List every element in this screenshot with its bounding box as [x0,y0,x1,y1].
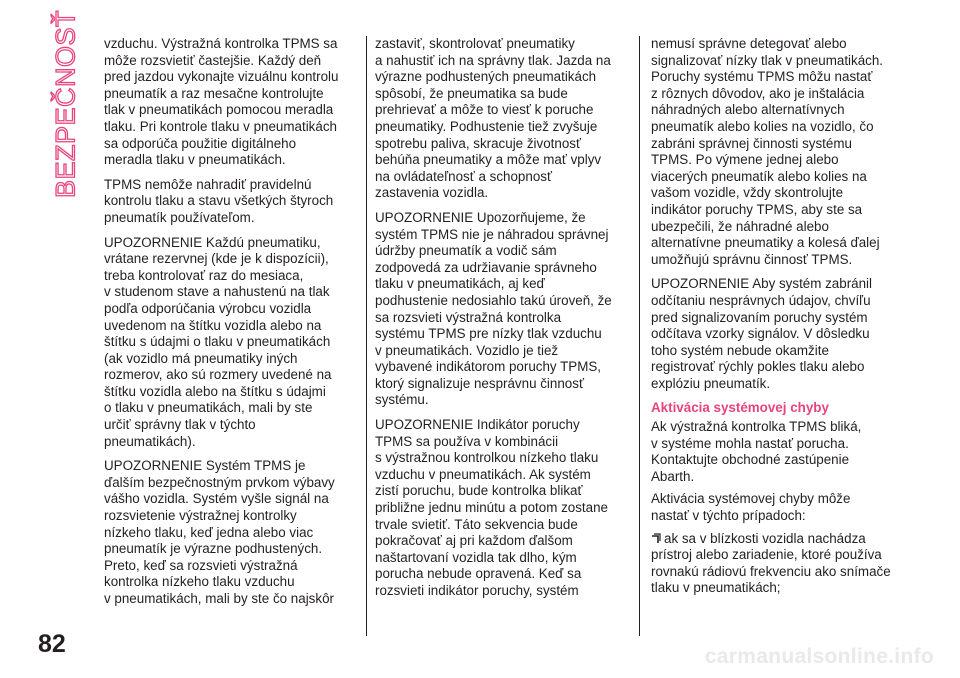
column-divider [366,36,367,636]
section-tab [46,9,86,199]
paragraph: Ak výstražná kontrolka TPMS bliká, v systéme mohla nastať porucha. Kontaktujte obchodné zastúpenie Abarth. [651,419,862,484]
warning-paragraph: UPOZORNENIE Každú pneumatiku, vrátane rezervnej (kde je k dispozícii), treba kontrolovať raz do mesiaca, v studenom stave a nahustenú na tlak podľa odporúčania výrobcu vozidla uvedenom na štítku vozidla alebo na štítku s údajmi o tlaku v pneumatikách (ak vozidlo má pneumatiky iných rozmerov, ako sú rozmery uvedené na štítku vozidla alebo na štítku s údajmi o tlaku v pneumatikách, mali by ste určiť správny tlak v týchto pneumatikách). [104,234,332,449]
section-title: BEZPEČNOSŤ [50,9,81,199]
paragraph: vzduchu. Výstražná kontrolka TPMS sa môže rozsvietiť častejšie. Každý deň pred jazdou vykonajte vizuálnu kontrolu pneumatík a raz mesačne kontrolujte tlak v pneumatikách pomocou meradla tlaku. Pri kontrole tlaku v pneumatikách sa odporúča použitie digitálneho meradla tlaku v pneumatikách. [104,36,339,168]
text-column-1 [104,36,360,616]
paragraph: nemusí správne detegovať alebo signalizovať nízky tlak v pneumatikách. Poruchy systému TPMS môžu nastať z rôznych dôvodov, ako je inštalácia náhradných alebo alternatívnych pneumatík alebo kolies na vozidlo, čo zabráni správnej činnosti systému TPMS. Po výmene jednej alebo viacerých pneumatík alebo kolies na vašom vozidle, vždy skontrolujte indikátor poruchy TPMS, aby ste sa ubezpečili, že náhradné alebo alternatívne pneumatiky a kolesá ďalej umožňujú správnu činnosť TPMS. [651,36,884,267]
bracket-bullet-icon [651,533,661,544]
paragraph: Aktivácia systémovej chyby môže nastať v týchto prípadoch: [651,491,851,524]
text-column-2 [375,36,633,608]
warning-paragraph: UPOZORNENIE Aby systém zabránil odčítaniu nesprávnych údajov, chvíľu pred signalizovaním poruchy systém odčítava vzorky signálov. V dôsledku toho systém nebude okamžite registrovať rýchly pokles tlaku alebo explóziu pneumatík. [651,276,873,391]
text-column-3 [651,36,907,605]
column-divider [639,36,640,636]
section-subheading: Aktivácia systémovej chyby [651,400,829,416]
bullet-text: ak sa v blízkosti vozidla nachádza prístroj alebo zariadenie, ktoré používa rovnakú rádiovú frekvenciu ako snímače tlaku v pneumatikách; [651,530,891,596]
warning-paragraph: UPOZORNENIE Indikátor poruchy TPMS sa používa v kombinácii s výstražnou kontrolkou nízkeho tlaku vzduchu v pneumatikách. Ak systém zistí poruchu, bude kontrolka blikať približne jednu minútu a potom zostane trvale svietiť. Táto sekvencia bude pokračovať aj pri každom ďalšom naštartovaní vozidla tak dlho, kým porucha nebude opravená. Keď sa rozsvieti indikátor poruchy, systém [375,417,608,598]
warning-paragraph: UPOZORNENIE Systém TPMS je ďalším bezpečnostným prvkom výbavy vášho vozidla. Systém vyšle signál na rozsvietenie výstražnej kontrolky nízkeho tlaku, keď jedna alebo viac pneumatík je výrazne podhustených. Preto, keď sa rozsvieti výstražná kontrolka nízkeho tlaku vzduchu v pneumatikách, mali by ste čo najskôr [104,458,335,606]
paragraph: TPMS nemôže nahradiť pravidelnú kontrolu tlaku a stavu všetkých štyroch pneumatík používateľom. [104,176,334,225]
watermark: carmanualsonline.info [704,645,934,668]
paragraph: zastaviť, skontrolovať pneumatiky a nahustiť ich na správny tlak. Jazda na výrazne podhustených pneumatikách spôsobí, že pneumatika sa bude prehrievať a môže to viesť k poruche pneumatiky. Podhustenie tiež zvyšuje spotrebu paliva, skracuje životnosť behúňa pneumatiky a môže mať vplyv na ovládateľnosť a schopnosť zastavenia vozidla. [375,36,611,201]
bullet-item [651,531,907,597]
page-number: 82 [38,630,66,658]
warning-paragraph: UPOZORNENIE Upozorňujeme, že systém TPMS nie je náhradou správnej údržby pneumatík a vodič sám zodpovedá za udržiavanie správneho tlaku v pneumatikách, aj keď podhustenie nedosiahlo takú úroveň, že sa rozsvieti výstražná kontrolka systému TPMS pre nízky tlak vzduchu v pneumatikách. Vozidlo je tiež vybavené indikátorom poruchy TPMS, ktorý signalizuje nesprávnu činnosť systému. [375,209,612,408]
